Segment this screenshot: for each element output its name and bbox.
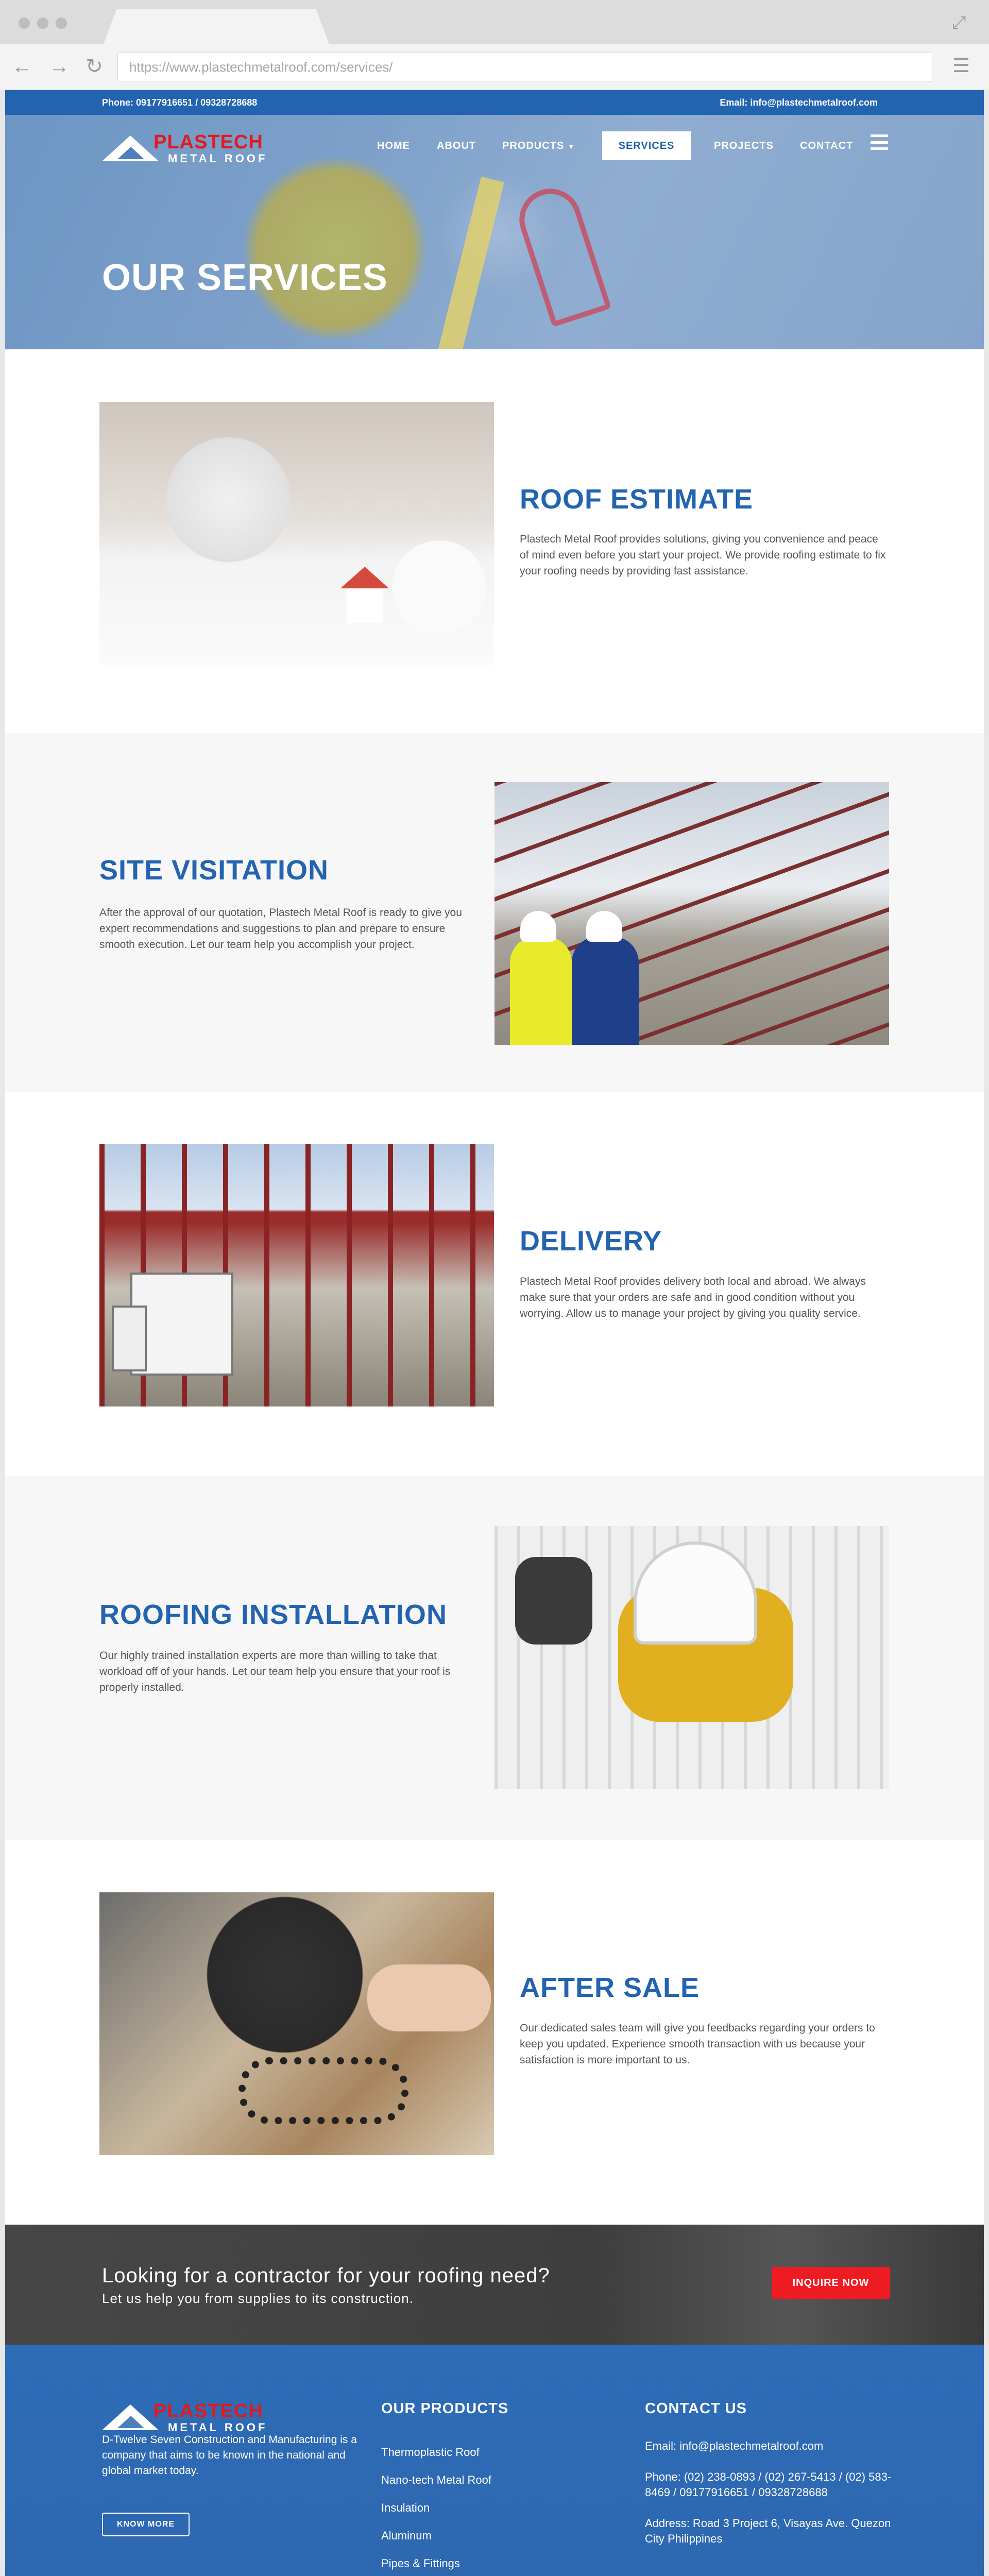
nav-products[interactable] — [502, 131, 575, 160]
browser-chrome — [0, 0, 989, 90]
roofing-installation-photo — [494, 1526, 889, 1789]
cta-banner — [5, 2225, 984, 2345]
topbar-email[interactable]: Email: info@plastechmetalroof.com — [720, 97, 878, 108]
logo-text-sub: METAL ROOF — [168, 2421, 268, 2434]
chevron-down-icon: ▼ — [567, 142, 575, 150]
cta-subheading: Let us help you from supplies to its construction. — [102, 2291, 414, 2306]
footer-product-link[interactable]: Thermoplastic Roof — [381, 2446, 480, 2459]
hero-ruler-graphic — [436, 177, 504, 349]
worker-figure — [510, 937, 572, 1045]
service-description: Plastech Metal Roof provides delivery both local and abroad. We always make sure that your orders are safe and in good condition without you worrying. Allow us to manage your project by giving you quality service. — [520, 1276, 866, 1319]
topbar-phone: Phone: 09177916651 / 09328728688 — [102, 97, 258, 108]
hamburger-menu-icon[interactable] — [871, 134, 888, 150]
logo-text-main: PLASTECH — [154, 131, 263, 153]
service-section-roof-estimate — [5, 349, 984, 733]
service-description: Our dedicated sales team will give you feedbacks regarding your orders to keep you updated. Experience smooth transaction with us because your satisfaction is more important to us. — [520, 2022, 875, 2066]
service-section-roofing-installation — [5, 1476, 984, 1840]
footer-product-link[interactable]: Insulation — [381, 2501, 430, 2514]
site-visitation-photo — [494, 782, 889, 1045]
worker-figure — [572, 937, 639, 1045]
phone-cord-graphic — [238, 2057, 408, 2124]
after-sale-photo — [99, 1892, 494, 2155]
footer-logo[interactable] — [102, 2400, 277, 2437]
browser-menu-icon[interactable]: ☰ — [952, 55, 970, 77]
logo-roof-inner — [117, 2416, 144, 2428]
nav-projects[interactable]: PROJECTS — [714, 140, 774, 151]
know-more-button[interactable]: KNOW MORE — [102, 2513, 190, 2536]
footer-product-link[interactable]: Nano-tech Metal Roof — [381, 2473, 491, 2486]
house-model-graphic — [347, 587, 383, 623]
delivery-photo — [99, 1144, 494, 1406]
back-arrow-icon[interactable]: ← — [12, 55, 32, 78]
service-description: After the approval of our quotation, Plastech Metal Roof is ready to give you expert recommendations and suggestions to plan and prepare to ensure smooth execution. Let our team help you accomplish your project. — [99, 907, 462, 951]
service-section-delivery — [5, 1092, 984, 1476]
website — [5, 90, 984, 2576]
reload-icon[interactable]: ↻ — [86, 55, 103, 78]
fullscreen-icon[interactable]: ⤢ — [952, 13, 966, 32]
hand-graphic — [367, 1964, 491, 2031]
footer-products-heading: OUR PRODUCTS — [381, 2400, 509, 2417]
nav-contact[interactable]: CONTACT — [800, 140, 854, 151]
inquire-now-button[interactable]: INQUIRE NOW — [772, 2267, 890, 2299]
minimize-window-icon[interactable] — [37, 18, 48, 29]
nav-home[interactable]: HOME — [377, 140, 410, 151]
main-nav — [5, 131, 984, 160]
worker-boot-graphic — [515, 1557, 592, 1645]
nav-products-label: PRODUCTS — [502, 140, 565, 151]
browser-tab[interactable] — [103, 9, 330, 45]
footer-product-link[interactable]: Aluminum — [381, 2529, 432, 2542]
footer-about-text: D-Twelve Seven Construction and Manufacturing is a company that aims to be known in the national and global market today. — [102, 2434, 357, 2477]
service-title: ROOFING INSTALLATION — [99, 1599, 447, 1630]
service-title: ROOF ESTIMATE — [520, 484, 753, 515]
service-description: Our highly trained installation experts are more than willing to take that workload off of your hands. Let our team help you ensure that your roof is properly installed. — [99, 1650, 451, 1693]
hero-banner — [5, 115, 984, 349]
footer-phone: Phone: (02) 238-0893 / (02) 267-5413 / (02) 583-8469 / 09177916651 / 09328728688 — [645, 2470, 892, 2499]
footer-product-link[interactable]: Pipes & Fittings — [381, 2557, 460, 2570]
footer-address: Address: Road 3 Project 6, Visayas Ave. Quezon City Philippines — [645, 2517, 891, 2545]
footer-contact-heading: CONTACT US — [645, 2400, 747, 2417]
window-controls — [19, 18, 67, 29]
address-bar[interactable]: https://www.plastechmetalroof.com/services/ — [117, 53, 932, 81]
close-window-icon[interactable] — [19, 18, 30, 29]
footer-contact-info — [645, 2438, 892, 2562]
service-title: AFTER SALE — [520, 1972, 700, 2003]
service-description: Plastech Metal Roof provides solutions, giving you convenience and peace of mind even before you start your project. We provide roofing estimate to fix your roofing needs by providing fast assistance. — [520, 533, 886, 577]
browser-toolbar — [0, 44, 989, 90]
page-title: OUR SERVICES — [102, 257, 388, 298]
hero-pliers-graphic — [511, 181, 611, 327]
service-title: DELIVERY — [520, 1226, 662, 1257]
logo-text-main: PLASTECH — [154, 2400, 263, 2422]
hard-hat-graphic — [634, 1541, 757, 1645]
site-footer — [5, 2345, 984, 2576]
top-contact-bar — [5, 90, 984, 115]
footer-products-list — [381, 2438, 494, 2576]
nav-services[interactable]: SERVICES — [602, 131, 691, 160]
forward-arrow-icon[interactable]: → — [49, 55, 70, 78]
footer-email[interactable]: Email: info@plastechmetalroof.com — [645, 2439, 824, 2452]
roof-estimate-photo — [99, 402, 494, 665]
logo-text-sub: METAL ROOF — [168, 152, 268, 165]
service-title: SITE VISITATION — [99, 855, 329, 886]
nav-about[interactable]: ABOUT — [437, 140, 476, 151]
service-section-after-sale — [5, 1840, 984, 2225]
maximize-window-icon[interactable] — [56, 18, 67, 29]
service-section-site-visitation — [5, 733, 984, 1092]
truck-graphic — [130, 1273, 233, 1376]
cta-heading: Looking for a contractor for your roofing need? — [102, 2264, 550, 2287]
